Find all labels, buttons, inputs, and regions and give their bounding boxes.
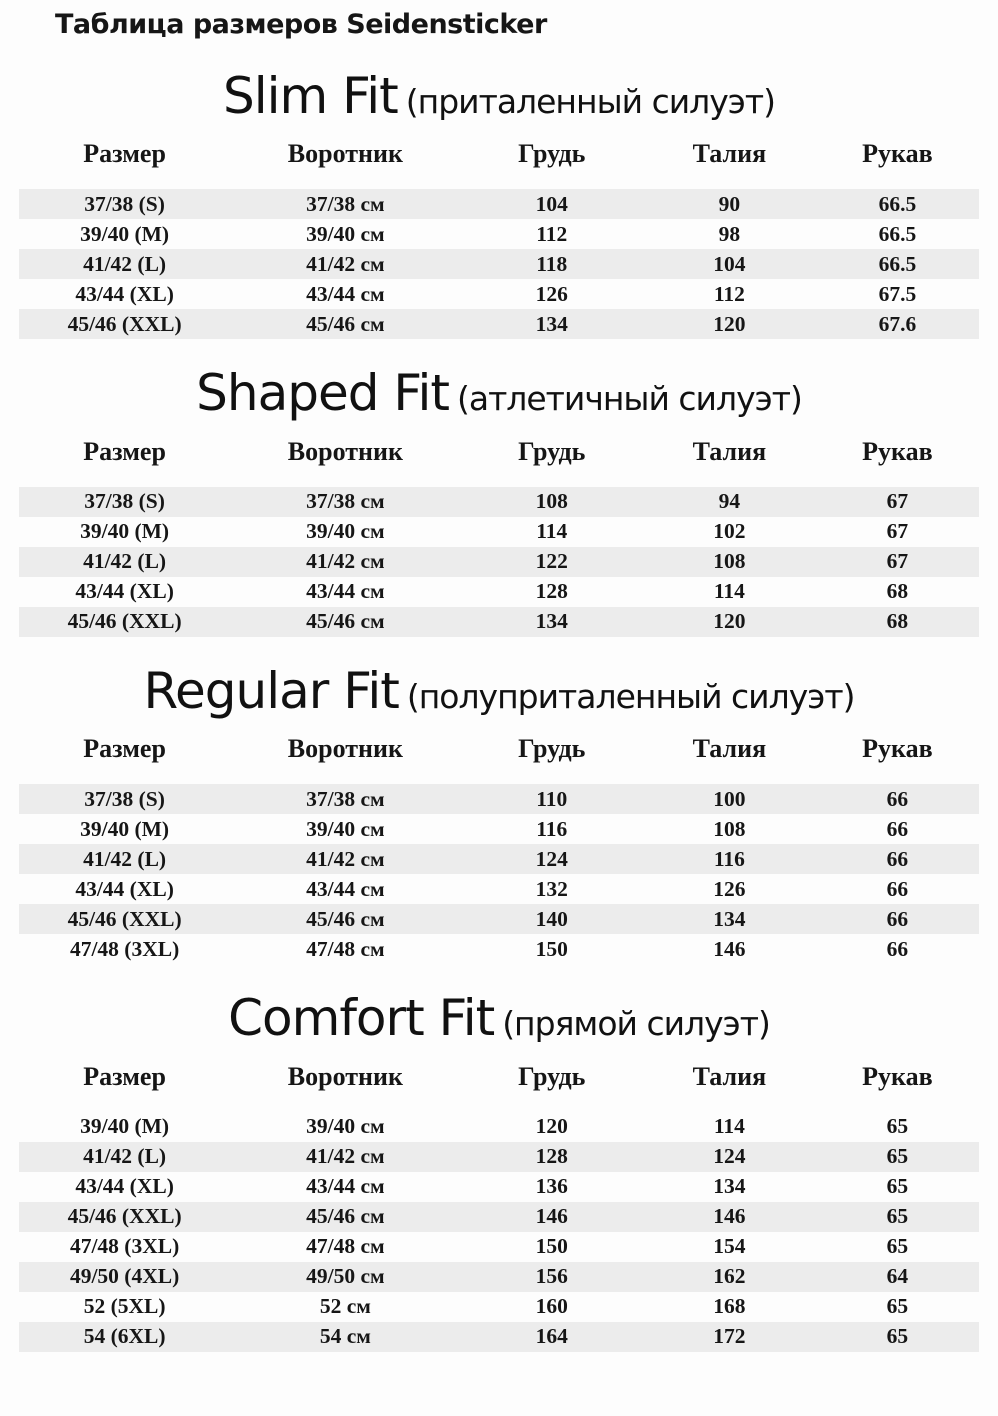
column-header-2: Грудь [518, 734, 586, 764]
fit-section-comfort-fit [0, 990, 998, 1352]
table-header [19, 734, 979, 784]
cell: 94 [718, 489, 741, 514]
cell: 114 [713, 579, 745, 604]
table-row [19, 517, 979, 547]
cell: 118 [536, 251, 568, 276]
cell: 128 [535, 579, 568, 604]
cell: 65 [886, 1114, 909, 1139]
column-header-2: Грудь [518, 436, 586, 466]
cell: 43/44 см [306, 1174, 385, 1199]
fit-subtitle: (атлетичный силуэт) [456, 379, 802, 419]
cell: 47/48 см [306, 1234, 385, 1259]
cell: 104 [535, 191, 568, 216]
cell: 37/38 см [306, 191, 385, 216]
cell: 65 [886, 1294, 909, 1319]
fit-subtitle: (полуприталенный силуэт) [406, 676, 855, 716]
cell: 150 [535, 936, 568, 961]
cell: 124 [535, 846, 568, 871]
cell: 43/44 см [306, 281, 385, 306]
table-row [19, 249, 979, 279]
cell: 68 [886, 579, 909, 604]
cell: 136 [535, 1174, 568, 1199]
table-row [19, 1232, 979, 1262]
cell: 41/42 (L) [83, 549, 167, 574]
header-row [19, 734, 979, 784]
cell: 100 [713, 786, 746, 811]
cell: 39/40 см [306, 1114, 385, 1139]
cell: 41/42 см [306, 251, 385, 276]
cell: 65 [886, 1234, 909, 1259]
fit-section-regular-fit [0, 663, 998, 965]
cell: 66 [886, 846, 909, 871]
table-row [19, 844, 979, 874]
fit-name: Regular Fit [143, 661, 399, 720]
cell: 146 [535, 1204, 568, 1229]
cell: 39/40 см [306, 816, 385, 841]
cell: 43/44 см [306, 579, 385, 604]
cell: 67 [886, 519, 909, 544]
column-header-4: Рукав [862, 734, 933, 764]
cell: 126 [713, 876, 746, 901]
cell: 41/42 (L) [83, 846, 167, 871]
cell: 45/46 (XXL) [67, 906, 182, 931]
table-row [19, 487, 979, 517]
cell: 43/44 (XL) [75, 876, 174, 901]
cell: 98 [718, 221, 741, 246]
table-row [19, 1262, 979, 1292]
size-table-shaped-fit [19, 437, 979, 637]
cell: 54 (6XL) [83, 1324, 166, 1349]
size-table-comfort-fit [19, 1062, 979, 1352]
table-body [19, 1112, 979, 1352]
cell: 124 [713, 1144, 746, 1169]
cell: 65 [886, 1324, 909, 1349]
size-chart-page [0, 8, 998, 1352]
cell: 112 [536, 221, 568, 246]
cell: 41/42 (L) [83, 1144, 167, 1169]
table-header [19, 437, 979, 487]
table-row [19, 189, 979, 219]
cell: 154 [713, 1234, 746, 1259]
section-title-regular-fit [0, 663, 998, 721]
table-row [19, 547, 979, 577]
cell: 43/44 (XL) [75, 281, 174, 306]
table-row [19, 1142, 979, 1172]
cell: 66 [886, 786, 909, 811]
cell: 134 [713, 906, 746, 931]
table-body [19, 189, 979, 339]
cell: 134 [713, 1174, 746, 1199]
cell: 45/46 см [306, 311, 385, 336]
column-header-1: Воротник [287, 436, 403, 466]
cell: 37/38 см [306, 786, 385, 811]
cell: 47/48 (3XL) [69, 1234, 180, 1259]
cell: 150 [535, 1234, 568, 1259]
cell: 67.5 [878, 281, 917, 306]
cell: 120 [713, 311, 746, 336]
cell: 65 [886, 1174, 909, 1199]
cell: 126 [535, 281, 568, 306]
cell: 116 [713, 846, 745, 871]
cell: 39/40 (M) [80, 221, 170, 246]
cell: 68 [886, 609, 909, 634]
cell: 90 [718, 191, 741, 216]
cell: 132 [535, 876, 568, 901]
table-row [19, 934, 979, 964]
table-header [19, 139, 979, 189]
cell: 41/42 (L) [83, 251, 167, 276]
cell: 168 [713, 1294, 746, 1319]
cell: 43/44 (XL) [75, 1174, 174, 1199]
cell: 114 [536, 519, 568, 544]
cell: 120 [535, 1114, 568, 1139]
header-row [19, 1062, 979, 1112]
cell: 45/46 см [306, 1204, 385, 1229]
table-row [19, 577, 979, 607]
table-row [19, 1112, 979, 1142]
cell: 134 [535, 609, 568, 634]
cell: 37/38 (S) [84, 191, 165, 216]
header-row [19, 139, 979, 189]
column-header-3: Талия [692, 734, 767, 764]
cell: 102 [713, 519, 746, 544]
cell: 45/46 (XXL) [67, 311, 182, 336]
cell: 67.6 [878, 311, 917, 336]
cell: 65 [886, 1204, 909, 1229]
cell: 49/50 (4XL) [69, 1264, 180, 1289]
table-row [19, 904, 979, 934]
column-header-3: Талия [692, 1061, 767, 1091]
fit-name: Slim Fit [223, 66, 398, 125]
fit-name: Shaped Fit [196, 364, 449, 423]
cell: 37/38 см [306, 489, 385, 514]
cell: 41/42 см [306, 846, 385, 871]
table-header [19, 1062, 979, 1112]
column-header-4: Рукав [862, 436, 933, 466]
column-header-1: Воротник [287, 734, 403, 764]
cell: 66 [886, 876, 909, 901]
table-row [19, 279, 979, 309]
cell: 122 [535, 549, 568, 574]
cell: 43/44 см [306, 876, 385, 901]
fit-subtitle: (прямой силуэт) [502, 1004, 770, 1044]
cell: 39/40 (M) [80, 519, 170, 544]
fit-subtitle: (приталенный силуэт) [405, 81, 775, 121]
cell: 67 [886, 549, 909, 574]
column-header-1: Воротник [287, 1061, 403, 1091]
cell: 39/40 см [306, 221, 385, 246]
table-body [19, 784, 979, 964]
fit-name: Comfort Fit [228, 989, 495, 1048]
cell: 172 [713, 1324, 746, 1349]
size-table-slim-fit [19, 139, 979, 339]
cell: 67 [886, 489, 909, 514]
header-row [19, 437, 979, 487]
table-body [19, 487, 979, 637]
cell: 45/46 (XXL) [67, 609, 182, 634]
table-row [19, 1292, 979, 1322]
cell: 52 см [319, 1294, 371, 1319]
table-row [19, 814, 979, 844]
cell: 66.5 [878, 251, 917, 276]
cell: 66 [886, 936, 909, 961]
cell: 39/40 см [306, 519, 385, 544]
column-header-2: Грудь [518, 1061, 586, 1091]
cell: 160 [535, 1294, 568, 1319]
cell: 66 [886, 816, 909, 841]
fit-section-shaped-fit [0, 365, 998, 637]
cell: 39/40 (M) [80, 1114, 170, 1139]
size-table-regular-fit [19, 734, 979, 964]
cell: 47/48 см [306, 936, 385, 961]
cell: 49/50 см [306, 1264, 385, 1289]
section-title-comfort-fit [0, 990, 998, 1048]
cell: 112 [713, 281, 745, 306]
cell: 37/38 (S) [84, 489, 165, 514]
table-row [19, 309, 979, 339]
cell: 45/46 (XXL) [67, 1204, 182, 1229]
table-row [19, 607, 979, 637]
cell: 39/40 (M) [80, 816, 170, 841]
cell: 52 (5XL) [83, 1294, 166, 1319]
cell: 45/46 см [306, 609, 385, 634]
table-row [19, 1322, 979, 1352]
column-header-0: Размер [83, 436, 166, 466]
column-header-4: Рукав [862, 1061, 933, 1091]
cell: 108 [535, 489, 568, 514]
cell: 128 [535, 1144, 568, 1169]
page-title: Таблица размеров Seidensticker [55, 9, 547, 40]
table-row [19, 874, 979, 904]
cell: 43/44 (XL) [75, 579, 174, 604]
table-row [19, 784, 979, 814]
cell: 45/46 см [306, 906, 385, 931]
cell: 134 [535, 311, 568, 336]
column-header-1: Воротник [287, 139, 403, 169]
cell: 164 [535, 1324, 568, 1349]
cell: 146 [713, 936, 746, 961]
table-row [19, 1202, 979, 1232]
cell: 41/42 см [306, 1144, 385, 1169]
cell: 116 [536, 816, 568, 841]
cell: 54 см [319, 1324, 371, 1349]
column-header-3: Талия [692, 436, 767, 466]
cell: 110 [536, 786, 568, 811]
section-title-slim-fit [0, 68, 998, 126]
cell: 41/42 см [306, 549, 385, 574]
cell: 104 [713, 251, 746, 276]
cell: 114 [713, 1114, 745, 1139]
cell: 66.5 [878, 191, 917, 216]
cell: 64 [886, 1264, 909, 1289]
table-row [19, 1172, 979, 1202]
table-row [19, 219, 979, 249]
fit-sections-container [0, 68, 998, 1352]
column-header-3: Талия [692, 139, 767, 169]
column-header-2: Грудь [518, 139, 586, 169]
column-header-4: Рукав [862, 139, 933, 169]
cell: 146 [713, 1204, 746, 1229]
cell: 108 [713, 549, 746, 574]
cell: 47/48 (3XL) [69, 936, 180, 961]
column-header-0: Размер [83, 1061, 166, 1091]
cell: 37/38 (S) [84, 786, 165, 811]
cell: 65 [886, 1144, 909, 1169]
cell: 162 [713, 1264, 746, 1289]
column-header-0: Размер [83, 734, 166, 764]
cell: 156 [535, 1264, 568, 1289]
cell: 66 [886, 906, 909, 931]
cell: 120 [713, 609, 746, 634]
cell: 108 [713, 816, 746, 841]
cell: 66.5 [878, 221, 917, 246]
cell: 140 [535, 906, 568, 931]
column-header-0: Размер [83, 139, 166, 169]
fit-section-slim-fit [0, 68, 998, 340]
section-title-shaped-fit [0, 365, 998, 423]
